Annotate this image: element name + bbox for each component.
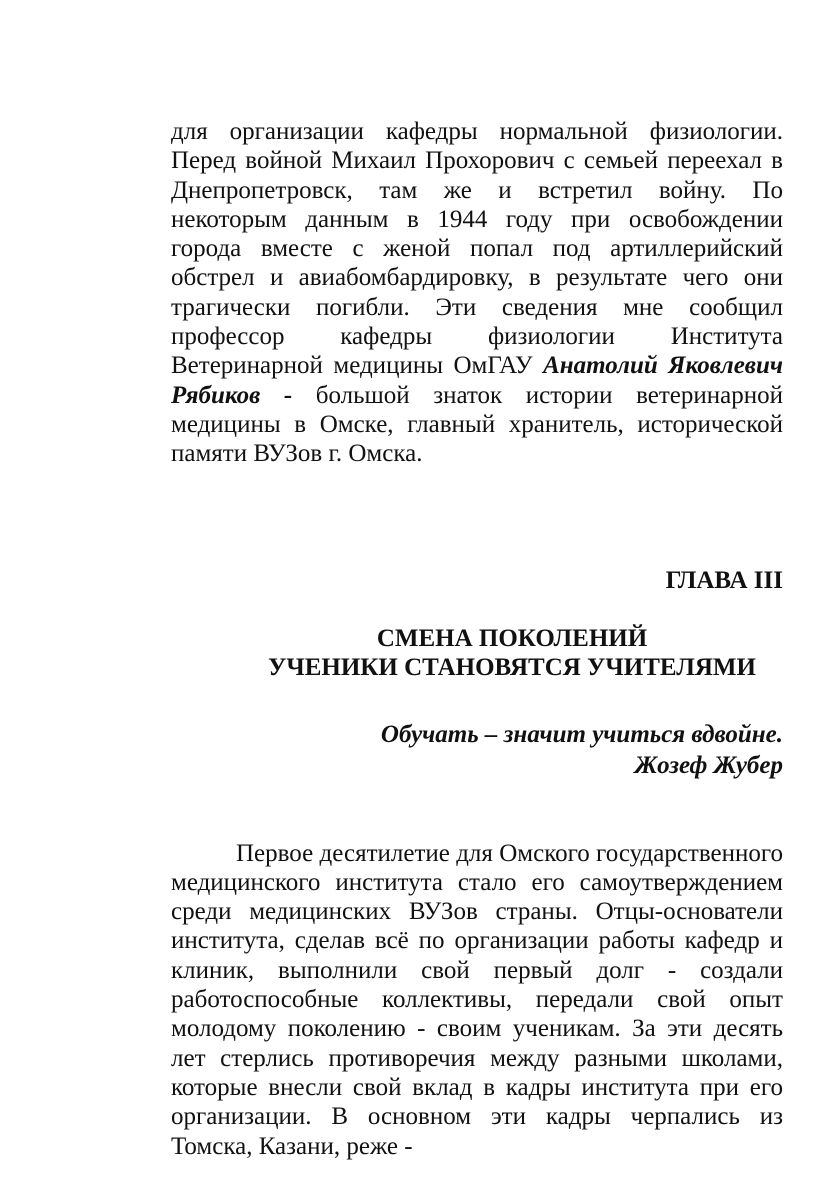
paragraph-intro <box>171 117 783 469</box>
chapter-title <box>171 624 783 682</box>
paragraph-intro-text-after: большой знаток истории ветеринарной медицины в Омске, главный хранитель, исторической памяти ВУЗов г. Омска. <box>171 381 783 468</box>
person-name: Анатолий Яковлевич Рябиков - <box>171 352 784 409</box>
chapter-title-line-1: СМЕНА ПОКОЛЕНИЙ <box>376 624 648 652</box>
epigraph-quote: Обучать – значит учиться вдвойне. <box>380 720 783 748</box>
chapter-label: ГЛАВА III <box>665 566 783 594</box>
document-page <box>171 117 783 1161</box>
paragraph-main: Первое десятилетие для Омского государственного медицинского института стало его самоутверждением среди медицинских ВУЗов страны. Отцы-основатели института, сделав всё по организации работы кафедр и клиник, выполнили свой первый долг - создали работоспособные коллективы, передали свой опыт молодому поколению - своим ученикам. За эти десять лет стерлись противоречия между разными школами, которые внесли свой вклад в кадры института при его организации. В основном эти кадры черпались из Томска, Казани, реже - <box>171 839 783 1160</box>
chapter-title-line-2: УЧЕНИКИ СТАНОВЯТСЯ УЧИТЕЛЯМИ <box>268 653 756 681</box>
epigraph-author: Жозеф Жубер <box>634 751 783 779</box>
paragraph-intro-text-before: для организации кафедры нормальной физиологии. Перед войной Михаил Прохорович с семьей переехал в Днепропетровск, там же и встретил войну. По некоторым данным в 1944 году при освобождении города вместе с женой попал под артиллерийский обстрел и авиабомбардировку, в результате чего они трагически погибли. Эти сведения мне сообщил профессор кафедры физиологии Института Ветеринарной медицины ОмГАУ <box>171 118 783 380</box>
epigraph <box>171 719 783 781</box>
